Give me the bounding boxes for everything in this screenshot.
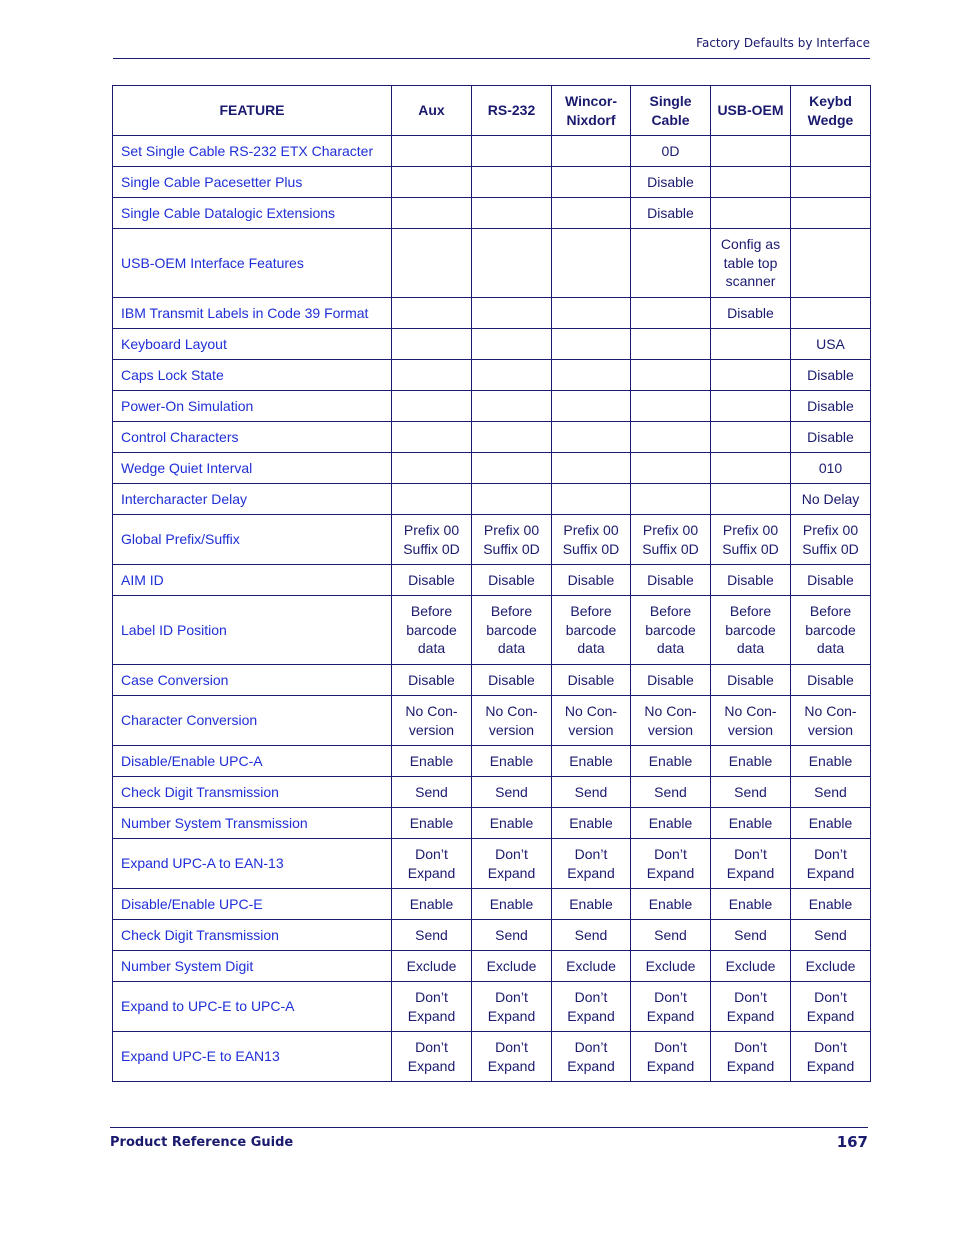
- default-value-cell: Config as table top scanner: [711, 229, 791, 298]
- default-value-cell: No Con- version: [711, 696, 791, 746]
- default-value-cell: [392, 136, 472, 167]
- default-value-cell: Prefix 00 Suffix 0D: [791, 515, 871, 565]
- default-value-cell: Before barcode data: [791, 596, 871, 665]
- table-row: [113, 920, 871, 951]
- feature-link[interactable]: Caps Lock State: [113, 360, 392, 391]
- default-value-cell: Disable: [791, 360, 871, 391]
- default-value-cell: Enable: [392, 746, 472, 777]
- default-value-cell: [791, 136, 871, 167]
- table-row: [113, 329, 871, 360]
- default-value-cell: Send: [392, 920, 472, 951]
- default-value-cell: [631, 391, 711, 422]
- default-value-cell: Don’t Expand: [711, 982, 791, 1032]
- default-value-cell: Before barcode data: [472, 596, 552, 665]
- default-value-cell: Don’t Expand: [472, 982, 552, 1032]
- table-row: [113, 665, 871, 696]
- default-value-cell: [472, 422, 552, 453]
- default-value-cell: [472, 329, 552, 360]
- default-value-cell: Enable: [631, 889, 711, 920]
- default-value-cell: [392, 229, 472, 298]
- default-value-cell: [392, 167, 472, 198]
- default-value-cell: Disable: [711, 665, 791, 696]
- default-value-cell: Disable: [472, 565, 552, 596]
- default-value-cell: Send: [631, 920, 711, 951]
- default-value-cell: Don’t Expand: [791, 1032, 871, 1082]
- default-value-cell: No Con- version: [392, 696, 472, 746]
- default-value-cell: [472, 453, 552, 484]
- default-value-cell: Enable: [791, 808, 871, 839]
- table-row: [113, 696, 871, 746]
- default-value-cell: Enable: [711, 889, 791, 920]
- table-row: [113, 777, 871, 808]
- default-value-cell: [631, 484, 711, 515]
- feature-link[interactable]: Expand UPC-A to EAN-13: [113, 839, 392, 889]
- default-value-cell: [472, 229, 552, 298]
- default-value-cell: Disable: [472, 665, 552, 696]
- default-value-cell: [392, 198, 472, 229]
- default-value-cell: Disable: [791, 391, 871, 422]
- column-header: Aux: [392, 86, 472, 136]
- default-value-cell: [552, 167, 631, 198]
- default-value-cell: [711, 484, 791, 515]
- default-value-cell: [552, 360, 631, 391]
- default-value-cell: Exclude: [552, 951, 631, 982]
- default-value-cell: Don’t Expand: [791, 839, 871, 889]
- default-value-cell: Disable: [791, 422, 871, 453]
- default-value-cell: Before barcode data: [552, 596, 631, 665]
- table-row: [113, 198, 871, 229]
- default-value-cell: [392, 329, 472, 360]
- default-value-cell: Disable: [791, 565, 871, 596]
- default-value-cell: Disable: [711, 298, 791, 329]
- default-value-cell: Prefix 00 Suffix 0D: [472, 515, 552, 565]
- default-value-cell: Enable: [711, 746, 791, 777]
- default-value-cell: Exclude: [631, 951, 711, 982]
- default-value-cell: Exclude: [711, 951, 791, 982]
- column-header: Single Cable: [631, 86, 711, 136]
- feature-link[interactable]: Check Digit Transmission: [113, 920, 392, 951]
- feature-link[interactable]: Control Characters: [113, 422, 392, 453]
- default-value-cell: Don’t Expand: [711, 839, 791, 889]
- default-value-cell: Don’t Expand: [392, 1032, 472, 1082]
- table-row: [113, 298, 871, 329]
- default-value-cell: Enable: [472, 889, 552, 920]
- default-value-cell: [711, 360, 791, 391]
- table-header-row: [113, 86, 871, 136]
- table-row: [113, 982, 871, 1032]
- default-value-cell: Prefix 00 Suffix 0D: [552, 515, 631, 565]
- table-row: [113, 453, 871, 484]
- default-value-cell: Don’t Expand: [791, 982, 871, 1032]
- default-value-cell: Enable: [631, 808, 711, 839]
- default-value-cell: Send: [472, 920, 552, 951]
- default-value-cell: Enable: [552, 889, 631, 920]
- default-value-cell: Don’t Expand: [711, 1032, 791, 1082]
- default-value-cell: [631, 298, 711, 329]
- default-value-cell: [631, 229, 711, 298]
- default-value-cell: [472, 136, 552, 167]
- factory-defaults-table: [112, 85, 871, 1082]
- page-number: 167: [836, 1133, 868, 1151]
- feature-link[interactable]: USB-OEM Interface Features: [113, 229, 392, 298]
- feature-link[interactable]: IBM Transmit Labels in Code 39 Format: [113, 298, 392, 329]
- table-row: [113, 360, 871, 391]
- default-value-cell: No Con- version: [552, 696, 631, 746]
- feature-link[interactable]: Check Digit Transmission: [113, 777, 392, 808]
- default-value-cell: No Con- version: [791, 696, 871, 746]
- guide-title: Product Reference Guide: [110, 1135, 294, 1150]
- feature-link[interactable]: Expand to UPC-E to UPC-A: [113, 982, 392, 1032]
- feature-link[interactable]: Number System Digit: [113, 951, 392, 982]
- table-row: [113, 746, 871, 777]
- default-value-cell: Disable: [392, 565, 472, 596]
- default-value-cell: Send: [552, 777, 631, 808]
- default-value-cell: [631, 329, 711, 360]
- default-value-cell: Disable: [791, 665, 871, 696]
- feature-link[interactable]: Set Single Cable RS-232 ETX Character: [113, 136, 392, 167]
- header-rule: [113, 58, 870, 59]
- default-value-cell: [392, 298, 472, 329]
- feature-link[interactable]: Character Conversion: [113, 696, 392, 746]
- default-value-cell: Disable: [631, 665, 711, 696]
- default-value-cell: Don’t Expand: [552, 1032, 631, 1082]
- default-value-cell: 010: [791, 453, 871, 484]
- feature-link[interactable]: AIM ID: [113, 565, 392, 596]
- default-value-cell: Send: [711, 920, 791, 951]
- feature-link[interactable]: Disable/Enable UPC-A: [113, 746, 392, 777]
- default-value-cell: [711, 167, 791, 198]
- feature-link[interactable]: Single Cable Pacesetter Plus: [113, 167, 392, 198]
- default-value-cell: Exclude: [392, 951, 472, 982]
- table-row: [113, 515, 871, 565]
- default-value-cell: [552, 229, 631, 298]
- feature-link[interactable]: Expand UPC-E to EAN13: [113, 1032, 392, 1082]
- default-value-cell: Enable: [472, 808, 552, 839]
- table-row: [113, 136, 871, 167]
- feature-link[interactable]: Power-On Simulation: [113, 391, 392, 422]
- default-value-cell: [711, 391, 791, 422]
- feature-link[interactable]: Global Prefix/Suffix: [113, 515, 392, 565]
- default-value-cell: [631, 453, 711, 484]
- table-row: [113, 167, 871, 198]
- running-head: Factory Defaults by Interface: [696, 36, 870, 50]
- table-row: [113, 951, 871, 982]
- default-value-cell: Send: [631, 777, 711, 808]
- default-value-cell: Don’t Expand: [631, 1032, 711, 1082]
- default-value-cell: [472, 484, 552, 515]
- default-value-cell: [631, 422, 711, 453]
- default-value-cell: Exclude: [791, 951, 871, 982]
- default-value-cell: [392, 422, 472, 453]
- default-value-cell: Enable: [472, 746, 552, 777]
- default-value-cell: Prefix 00 Suffix 0D: [711, 515, 791, 565]
- feature-link[interactable]: Single Cable Datalogic Extensions: [113, 198, 392, 229]
- column-header: USB-OEM: [711, 86, 791, 136]
- table-row: [113, 484, 871, 515]
- default-value-cell: Send: [791, 920, 871, 951]
- column-header: Keybd Wedge: [791, 86, 871, 136]
- default-value-cell: Enable: [711, 808, 791, 839]
- default-value-cell: [472, 360, 552, 391]
- default-value-cell: [552, 422, 631, 453]
- column-header: RS-232: [472, 86, 552, 136]
- default-value-cell: Send: [711, 777, 791, 808]
- default-value-cell: [392, 453, 472, 484]
- default-value-cell: Don’t Expand: [392, 982, 472, 1032]
- feature-link[interactable]: Label ID Position: [113, 596, 392, 665]
- column-header: Wincor- Nixdorf: [552, 86, 631, 136]
- default-value-cell: Enable: [791, 746, 871, 777]
- default-value-cell: [472, 198, 552, 229]
- default-value-cell: Disable: [631, 198, 711, 229]
- default-value-cell: No Con- version: [631, 696, 711, 746]
- footer-rule: [110, 1127, 868, 1128]
- default-value-cell: Enable: [791, 889, 871, 920]
- default-value-cell: [711, 453, 791, 484]
- table-row: [113, 565, 871, 596]
- column-header: FEATURE: [113, 86, 392, 136]
- default-value-cell: Disable: [392, 665, 472, 696]
- table-row: [113, 391, 871, 422]
- default-value-cell: [552, 136, 631, 167]
- default-value-cell: Send: [472, 777, 552, 808]
- default-value-cell: [711, 198, 791, 229]
- default-value-cell: [552, 298, 631, 329]
- default-value-cell: Exclude: [472, 951, 552, 982]
- default-value-cell: Disable: [631, 167, 711, 198]
- default-value-cell: USA: [791, 329, 871, 360]
- default-value-cell: Before barcode data: [392, 596, 472, 665]
- table-row: [113, 808, 871, 839]
- feature-link[interactable]: Case Conversion: [113, 665, 392, 696]
- default-value-cell: Enable: [631, 746, 711, 777]
- default-value-cell: [791, 167, 871, 198]
- default-value-cell: [472, 391, 552, 422]
- default-value-cell: Don’t Expand: [631, 982, 711, 1032]
- table-body: [113, 136, 871, 1082]
- feature-link[interactable]: Keyboard Layout: [113, 329, 392, 360]
- default-value-cell: [472, 298, 552, 329]
- default-value-cell: Prefix 00 Suffix 0D: [392, 515, 472, 565]
- default-value-cell: Send: [392, 777, 472, 808]
- default-value-cell: Disable: [631, 565, 711, 596]
- default-value-cell: [711, 136, 791, 167]
- default-value-cell: Don’t Expand: [631, 839, 711, 889]
- default-value-cell: [552, 198, 631, 229]
- default-value-cell: [392, 360, 472, 391]
- default-value-cell: Don’t Expand: [392, 839, 472, 889]
- default-value-cell: Disable: [711, 565, 791, 596]
- default-value-cell: Send: [791, 777, 871, 808]
- default-value-cell: Enable: [552, 808, 631, 839]
- default-value-cell: Enable: [552, 746, 631, 777]
- default-value-cell: Don’t Expand: [552, 982, 631, 1032]
- default-value-cell: [791, 229, 871, 298]
- default-value-cell: No Delay: [791, 484, 871, 515]
- default-value-cell: Don’t Expand: [472, 1032, 552, 1082]
- table-row: [113, 596, 871, 665]
- table-row: [113, 839, 871, 889]
- default-value-cell: [711, 422, 791, 453]
- table-row: [113, 889, 871, 920]
- default-value-cell: Send: [552, 920, 631, 951]
- default-value-cell: Enable: [392, 889, 472, 920]
- default-value-cell: Disable: [552, 565, 631, 596]
- default-value-cell: Prefix 00 Suffix 0D: [631, 515, 711, 565]
- default-value-cell: [392, 391, 472, 422]
- table-row: [113, 1032, 871, 1082]
- default-value-cell: [552, 453, 631, 484]
- default-value-cell: [552, 484, 631, 515]
- table-row: [113, 422, 871, 453]
- feature-link[interactable]: Number System Transmission: [113, 808, 392, 839]
- default-value-cell: [631, 360, 711, 391]
- default-value-cell: Enable: [392, 808, 472, 839]
- default-value-cell: Don’t Expand: [552, 839, 631, 889]
- default-value-cell: [392, 484, 472, 515]
- default-value-cell: Disable: [552, 665, 631, 696]
- default-value-cell: No Con- version: [472, 696, 552, 746]
- feature-link[interactable]: Wedge Quiet Interval: [113, 453, 392, 484]
- table-row: [113, 229, 871, 298]
- feature-link[interactable]: Disable/Enable UPC-E: [113, 889, 392, 920]
- default-value-cell: [552, 391, 631, 422]
- default-value-cell: [711, 329, 791, 360]
- default-value-cell: [791, 198, 871, 229]
- default-value-cell: Don’t Expand: [472, 839, 552, 889]
- feature-link[interactable]: Intercharacter Delay: [113, 484, 392, 515]
- default-value-cell: [552, 329, 631, 360]
- default-value-cell: [791, 298, 871, 329]
- default-value-cell: 0D: [631, 136, 711, 167]
- default-value-cell: Before barcode data: [631, 596, 711, 665]
- default-value-cell: [472, 167, 552, 198]
- default-value-cell: Before barcode data: [711, 596, 791, 665]
